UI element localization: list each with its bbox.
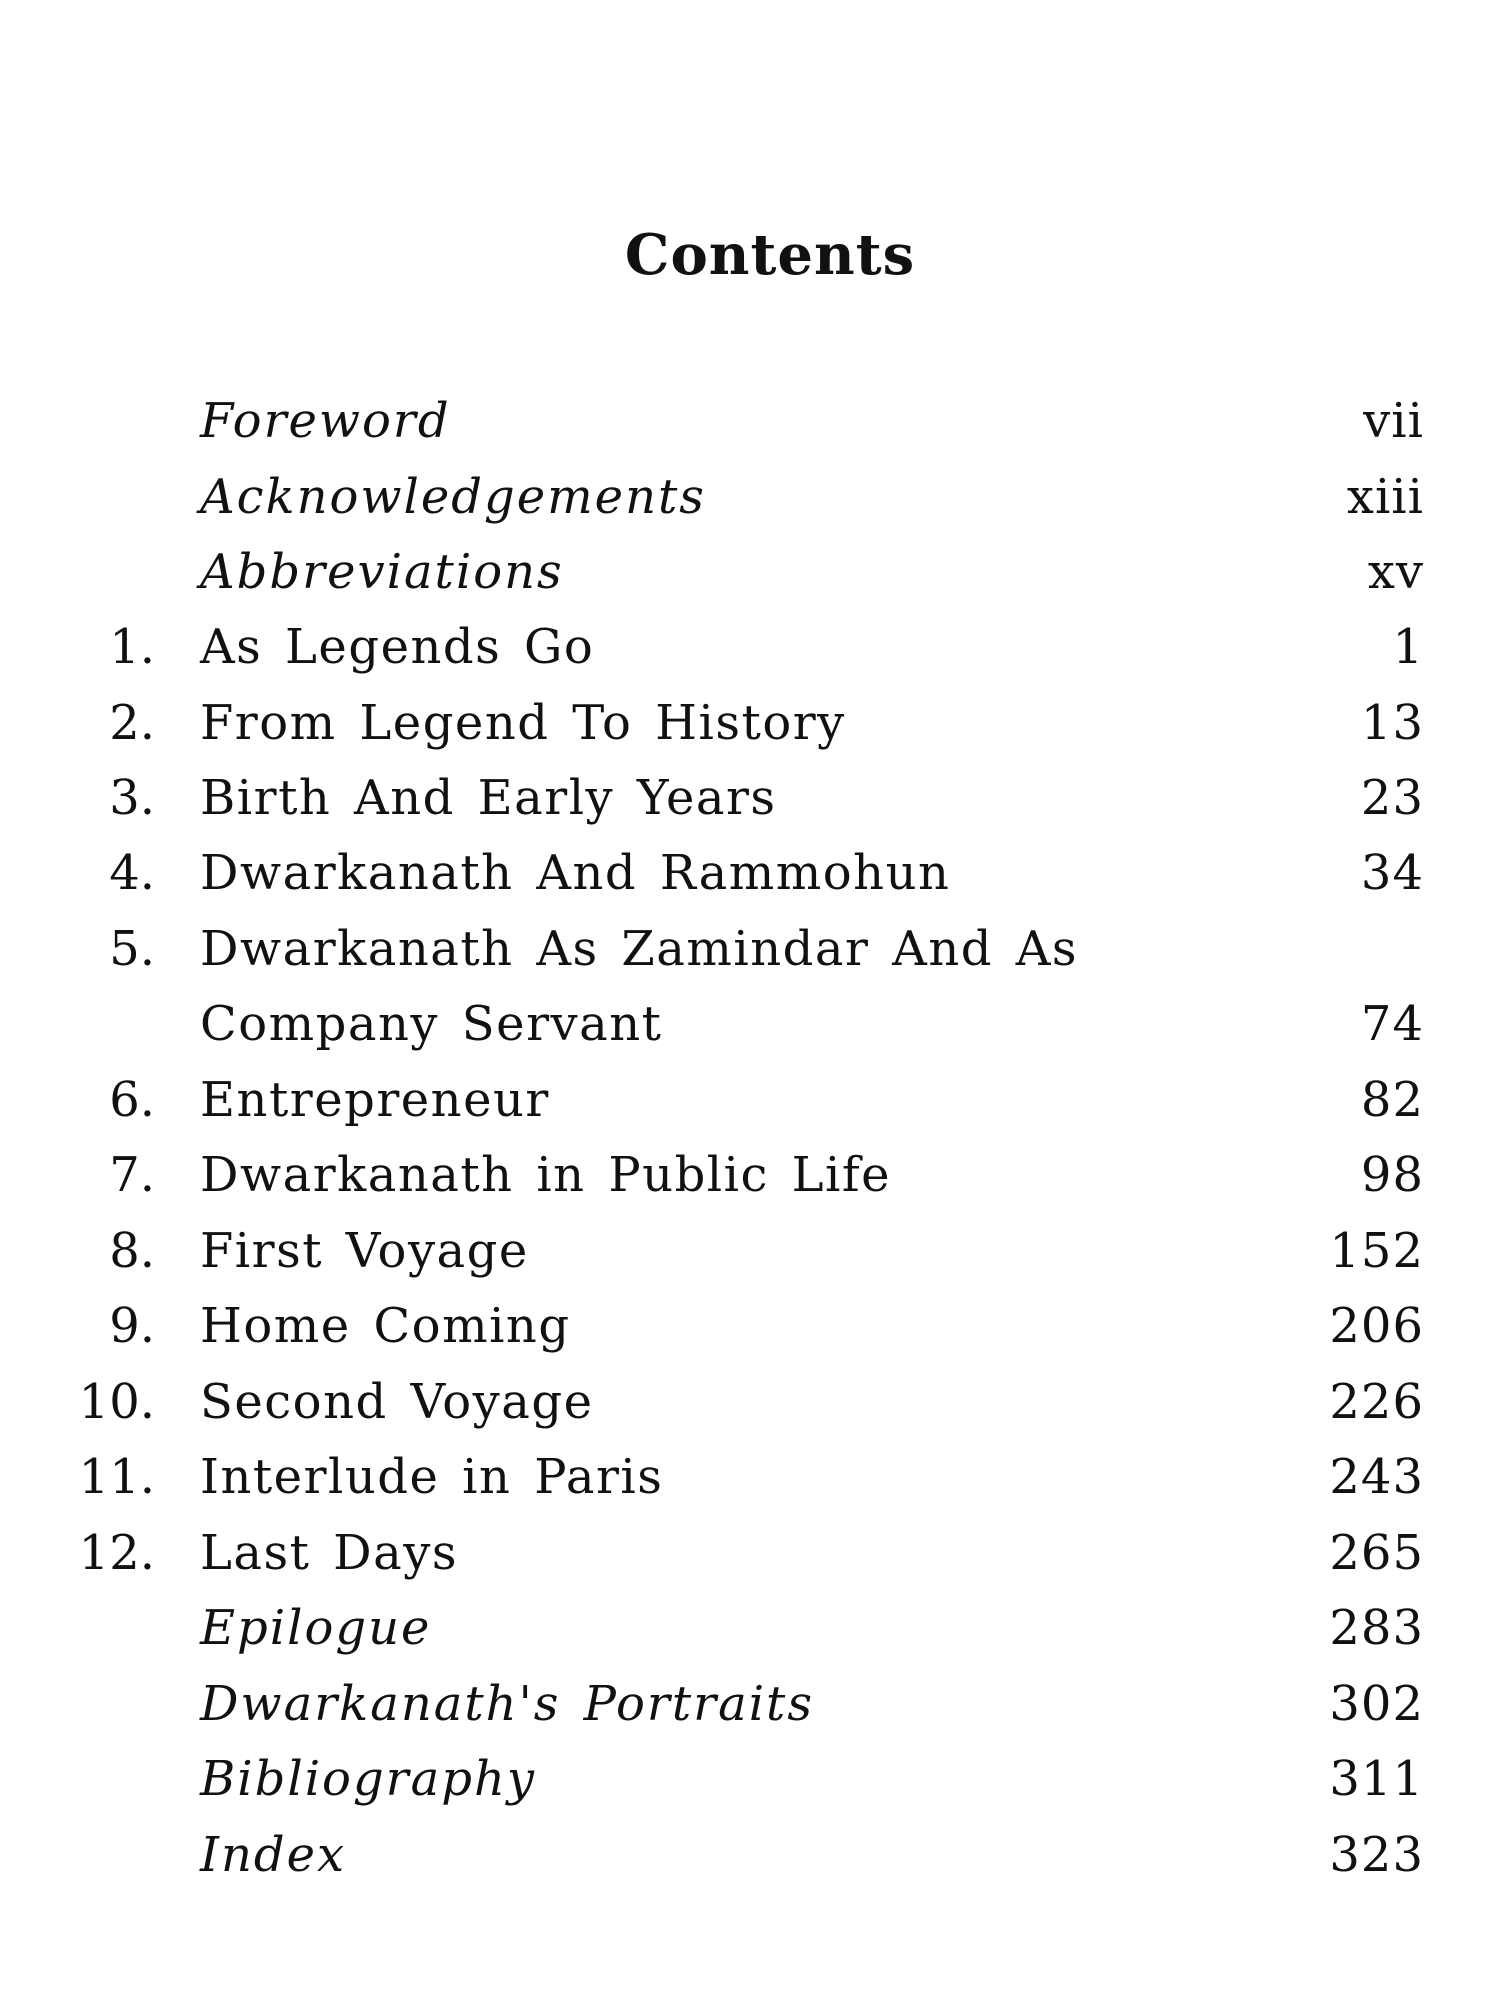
entry-title: Index	[200, 1827, 347, 1883]
toc-entry	[0, 1442, 1500, 1512]
page-number: 1	[1392, 619, 1424, 675]
toc-entry	[0, 1065, 1500, 1135]
toc-entry	[0, 462, 1500, 532]
chapter-number: 9.	[109, 1298, 155, 1354]
page-title: Contents	[624, 222, 916, 288]
page-number: 302	[1329, 1676, 1424, 1732]
toc-entry	[0, 838, 1500, 908]
chapter-number: 5.	[109, 921, 155, 977]
page-number: 206	[1329, 1298, 1424, 1354]
page-number: 23	[1360, 770, 1424, 826]
entry-title: As Legends Go	[200, 619, 595, 675]
entry-title: Second Voyage	[200, 1374, 594, 1430]
entry-title: Birth And Early Years	[200, 770, 777, 826]
page-number: xv	[1367, 544, 1424, 600]
chapter-number: 8.	[109, 1223, 155, 1279]
page-number: 323	[1329, 1827, 1424, 1883]
entry-title: Acknowledgements	[200, 469, 706, 525]
entry-title: Foreword	[200, 393, 451, 449]
page-number: 243	[1329, 1449, 1424, 1505]
page-number: 98	[1360, 1147, 1424, 1203]
toc-entry	[0, 1593, 1500, 1663]
entry-title: Abbreviations	[200, 544, 564, 600]
entry-title: Last Days	[200, 1525, 459, 1581]
toc-entry	[0, 386, 1500, 456]
entry-title: Dwarkanath in Public Life	[200, 1147, 892, 1203]
chapter-number: 2.	[109, 695, 155, 751]
entry-title: Epilogue	[200, 1600, 432, 1656]
toc-entry	[0, 1744, 1500, 1814]
entry-title: Bibliography	[200, 1751, 536, 1807]
chapter-number: 1.	[109, 619, 155, 675]
page-number: 13	[1360, 695, 1424, 751]
page-number: 226	[1329, 1374, 1424, 1430]
entry-title: First Voyage	[200, 1223, 529, 1279]
entry-title: Home Coming	[200, 1298, 571, 1354]
chapter-number: 4.	[109, 845, 155, 901]
toc-entry	[0, 688, 1500, 758]
toc-entry	[0, 1367, 1500, 1437]
chapter-number: 10.	[78, 1374, 155, 1430]
entry-title: Entrepreneur	[200, 1072, 550, 1128]
entry-title: Dwarkanath And Rammohun	[200, 845, 951, 901]
entry-title: From Legend To History	[200, 695, 846, 751]
toc-entry	[0, 1216, 1500, 1286]
chapter-number: 3.	[109, 770, 155, 826]
toc-entry	[0, 1669, 1500, 1739]
page-number: 152	[1329, 1223, 1424, 1279]
toc-entry	[0, 763, 1500, 833]
toc-entry	[0, 989, 1500, 1059]
entry-title: Dwarkanath's Portraits	[200, 1676, 814, 1732]
chapter-number: 12.	[78, 1525, 155, 1581]
toc-entry	[0, 1518, 1500, 1588]
page-number: 265	[1329, 1525, 1424, 1581]
entry-title: Interlude in Paris	[200, 1449, 664, 1505]
page-number: 74	[1360, 996, 1424, 1052]
toc-entry	[0, 612, 1500, 682]
toc-entry	[0, 914, 1500, 984]
chapter-number: 6.	[109, 1072, 155, 1128]
entry-title: Dwarkanath As Zamindar And As	[200, 921, 1079, 977]
toc-entry	[0, 1140, 1500, 1210]
page-number: 311	[1329, 1751, 1424, 1807]
toc-entry	[0, 1291, 1500, 1361]
page-number: xiii	[1346, 469, 1424, 525]
page-number: 34	[1360, 845, 1424, 901]
chapter-number: 11.	[78, 1449, 155, 1505]
page-number: vii	[1363, 393, 1424, 449]
toc-entry	[0, 1820, 1500, 1890]
entry-title: Company Servant	[200, 996, 663, 1052]
page-number: 283	[1329, 1600, 1424, 1656]
chapter-number: 7.	[109, 1147, 155, 1203]
toc-entry	[0, 537, 1500, 607]
page-number: 82	[1360, 1072, 1424, 1128]
